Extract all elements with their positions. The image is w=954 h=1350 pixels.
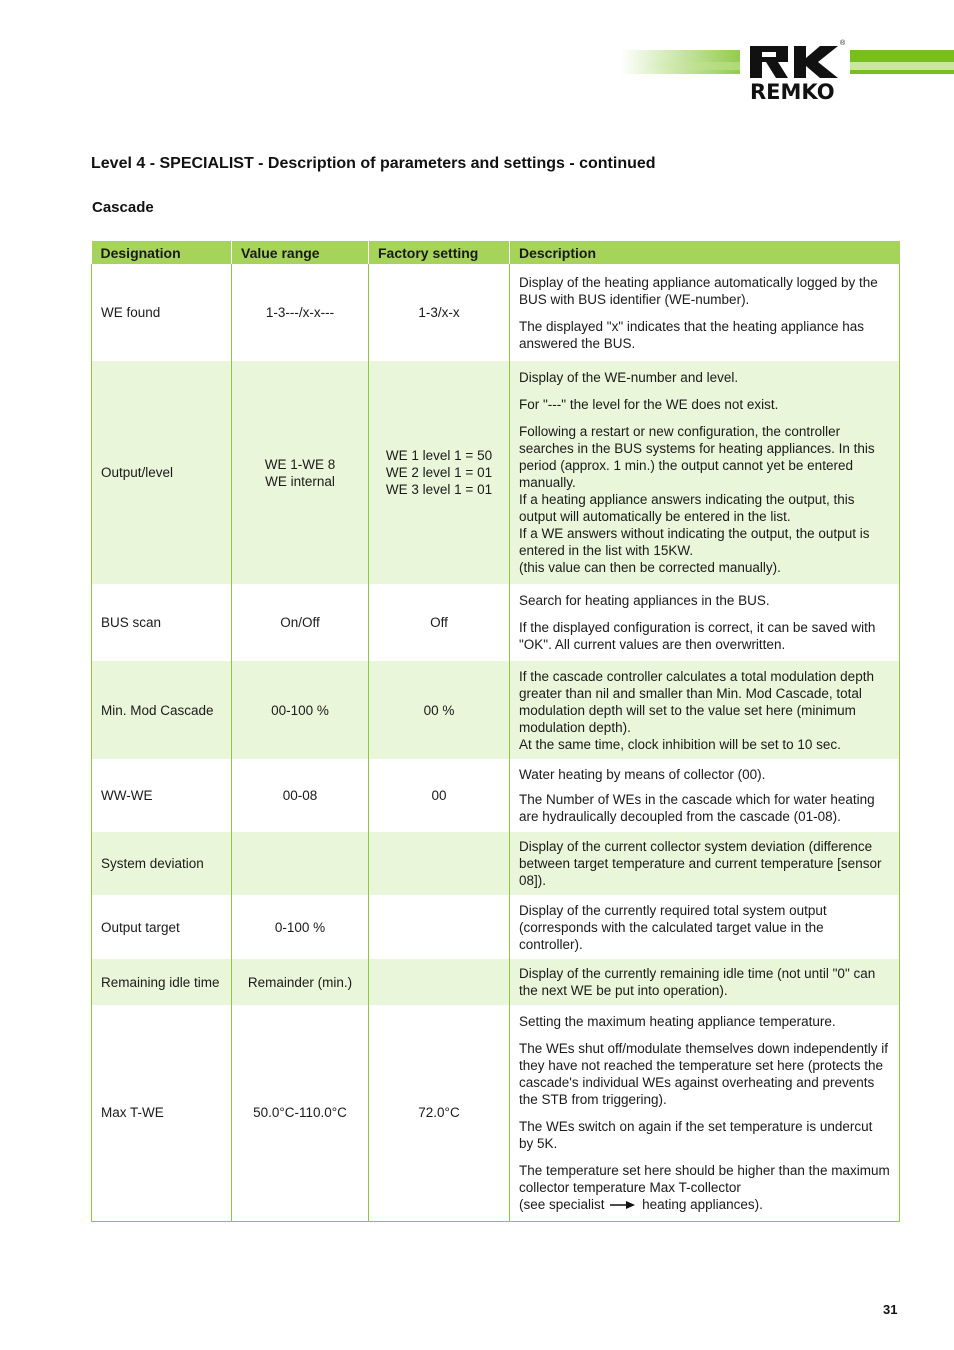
designation-cell: Max T-WE bbox=[92, 1005, 232, 1221]
description-text: The temperature set here should be higher than the maximum collector temperature Max T-collector bbox=[519, 1162, 890, 1195]
factory-setting-cell bbox=[369, 661, 510, 759]
description-cell bbox=[510, 661, 900, 759]
remko-logo bbox=[740, 40, 850, 104]
parameters-table bbox=[91, 241, 900, 1222]
description-cell bbox=[510, 1005, 900, 1221]
description-paragraph: Display of the currently remaining idle time (not until "0" can the next WE be put into operation). bbox=[519, 966, 876, 998]
header-description: Description bbox=[510, 241, 900, 264]
description-paragraph: The WEs switch on again if the set temperature is undercut by 5K. bbox=[519, 1118, 873, 1151]
value-range-cell bbox=[232, 832, 369, 895]
description-paragraph: If the displayed configuration is correct, it can be saved with "OK". All current values are then overwritten. bbox=[519, 620, 876, 652]
description-cell bbox=[510, 832, 900, 895]
factory-setting-line: Off bbox=[430, 615, 448, 630]
value-range-line: Remainder (min.) bbox=[247, 974, 353, 990]
factory-setting-line: 72.0°C bbox=[418, 1105, 460, 1121]
header-factory-setting: Factory setting bbox=[369, 241, 510, 264]
header-designation: Designation bbox=[92, 241, 232, 264]
description-paragraph: Display of the current collector system deviation (difference between target temperature and current temperature [sensor 08]). bbox=[519, 839, 882, 888]
value-range-cell bbox=[232, 895, 369, 959]
description-tail-before: (see specialist bbox=[519, 1196, 605, 1212]
designation-cell: Output/level bbox=[92, 361, 232, 584]
table-row bbox=[92, 584, 900, 661]
description-cell bbox=[510, 361, 900, 584]
description-cell bbox=[510, 584, 900, 661]
factory-setting-cell bbox=[369, 361, 510, 584]
description-paragraph: The displayed "x" indicates that the heating appliance has answered the BUS. bbox=[519, 318, 865, 351]
value-range-line: 00-08 bbox=[282, 788, 318, 803]
designation-cell: BUS scan bbox=[92, 584, 232, 661]
factory-setting-line: 00 % bbox=[423, 702, 455, 718]
table-row bbox=[92, 895, 900, 959]
value-range-cell bbox=[232, 264, 369, 361]
table-row bbox=[92, 1005, 900, 1221]
table-header-row bbox=[92, 241, 900, 264]
factory-setting-line: WE 3 level 1 = 01 bbox=[385, 482, 493, 497]
remko-logo-mark-icon bbox=[748, 44, 842, 80]
value-range-line: 1-3---/x-x--- bbox=[265, 305, 335, 320]
designation-cell: System deviation bbox=[92, 832, 232, 895]
section-title: Cascade bbox=[92, 199, 154, 216]
description-paragraph: For "---" the level for the WE does not exist. bbox=[519, 397, 779, 412]
table-row bbox=[92, 361, 900, 584]
value-range-line: On/Off bbox=[280, 615, 320, 630]
value-range-line: WE internal bbox=[265, 473, 335, 489]
value-range-cell bbox=[232, 361, 369, 584]
description-cell bbox=[510, 895, 900, 959]
factory-setting-line: WE 2 level 1 = 01 bbox=[385, 465, 493, 480]
designation-cell: WE found bbox=[92, 264, 232, 361]
factory-setting-cell bbox=[369, 264, 510, 361]
table-row bbox=[92, 832, 900, 895]
description-tail-after: heating appliances). bbox=[642, 1196, 763, 1212]
description-paragraph: Display of the heating appliance automatically logged by the BUS with BUS identifier (WE-number). bbox=[519, 274, 878, 307]
description-paragraph: Display of the currently required total system output (corresponds with the calculated target value in the controller). bbox=[519, 902, 827, 952]
description-cell bbox=[510, 959, 900, 1005]
registered-mark: ® bbox=[840, 40, 846, 47]
factory-setting-cell bbox=[369, 584, 510, 661]
page-title: Level 4 - SPECIALIST - Description of parameters and settings - continued bbox=[91, 155, 656, 172]
description-paragraph bbox=[519, 1162, 890, 1213]
description-paragraph: Water heating by means of collector (00). bbox=[519, 767, 766, 782]
description-paragraph: The WEs shut off/modulate themselves down independently if they have not reached the temperature set here (protects the cascade's individual WEs against overheating and prevents the STB from triggering). bbox=[519, 1040, 888, 1107]
factory-setting-line: 1-3/x-x bbox=[418, 305, 460, 320]
header-value-range: Value range bbox=[232, 241, 369, 264]
description-paragraph: Display of the WE-number and level. bbox=[519, 370, 739, 385]
table-row bbox=[92, 959, 900, 1005]
designation-cell: WW-WE bbox=[92, 759, 232, 832]
description-paragraph: Search for heating appliances in the BUS. bbox=[519, 593, 770, 608]
value-range-line: WE 1-WE 8 bbox=[264, 456, 336, 472]
factory-setting-cell bbox=[369, 895, 510, 959]
value-range-cell bbox=[232, 661, 369, 759]
value-range-cell bbox=[232, 584, 369, 661]
description-paragraph: The Number of WEs in the cascade which for water heating are hydraulically decoupled from the cascade (01-08). bbox=[519, 792, 875, 824]
factory-setting-cell bbox=[369, 832, 510, 895]
factory-setting-cell bbox=[369, 759, 510, 832]
factory-setting-cell bbox=[369, 959, 510, 1005]
table-row bbox=[92, 264, 900, 361]
page-number: 31 bbox=[883, 1302, 898, 1317]
logo-text: REMKO bbox=[750, 80, 835, 104]
description-paragraph: Setting the maximum heating appliance temperature. bbox=[519, 1013, 836, 1029]
factory-setting-cell bbox=[369, 1005, 510, 1221]
factory-setting-line: 00 bbox=[431, 788, 447, 803]
description-paragraph: Following a restart or new configuration, the controller searches in the BUS systems for heating appliances. In this period (approx. 1 min.) the output cannot yet be entered manually. If a heating appliance answers indicating the output, this output will automatically be entered in the list. If a WE answers without indicating the output, the output is entered in the list with 15KW. (this value can then be corrected manually). bbox=[519, 424, 875, 575]
table-row bbox=[92, 661, 900, 759]
arrow-right-icon bbox=[610, 1200, 636, 1210]
description-cell bbox=[510, 264, 900, 361]
table-row bbox=[92, 759, 900, 832]
value-range-line: 0-100 % bbox=[274, 919, 326, 935]
value-range-cell bbox=[232, 959, 369, 1005]
value-range-line: 50.0°C-110.0°C bbox=[253, 1105, 347, 1121]
designation-cell: Min. Mod Cascade bbox=[92, 661, 232, 759]
factory-setting-line: WE 1 level 1 = 50 bbox=[385, 448, 493, 463]
description-paragraph: If the cascade controller calculates a total modulation depth greater than nil and smaller than Min. Mod Cascade, total modulation depth will set to the value set here (minimum modulation depth). At the same time, clock inhibition will be set to 10 sec. bbox=[519, 668, 874, 752]
designation-cell: Remaining idle time bbox=[92, 959, 232, 1005]
value-range-cell bbox=[232, 1005, 369, 1221]
designation-cell: Output target bbox=[92, 895, 232, 959]
description-cell bbox=[510, 759, 900, 832]
value-range-line: 00-100 % bbox=[271, 702, 329, 718]
value-range-cell bbox=[232, 759, 369, 832]
